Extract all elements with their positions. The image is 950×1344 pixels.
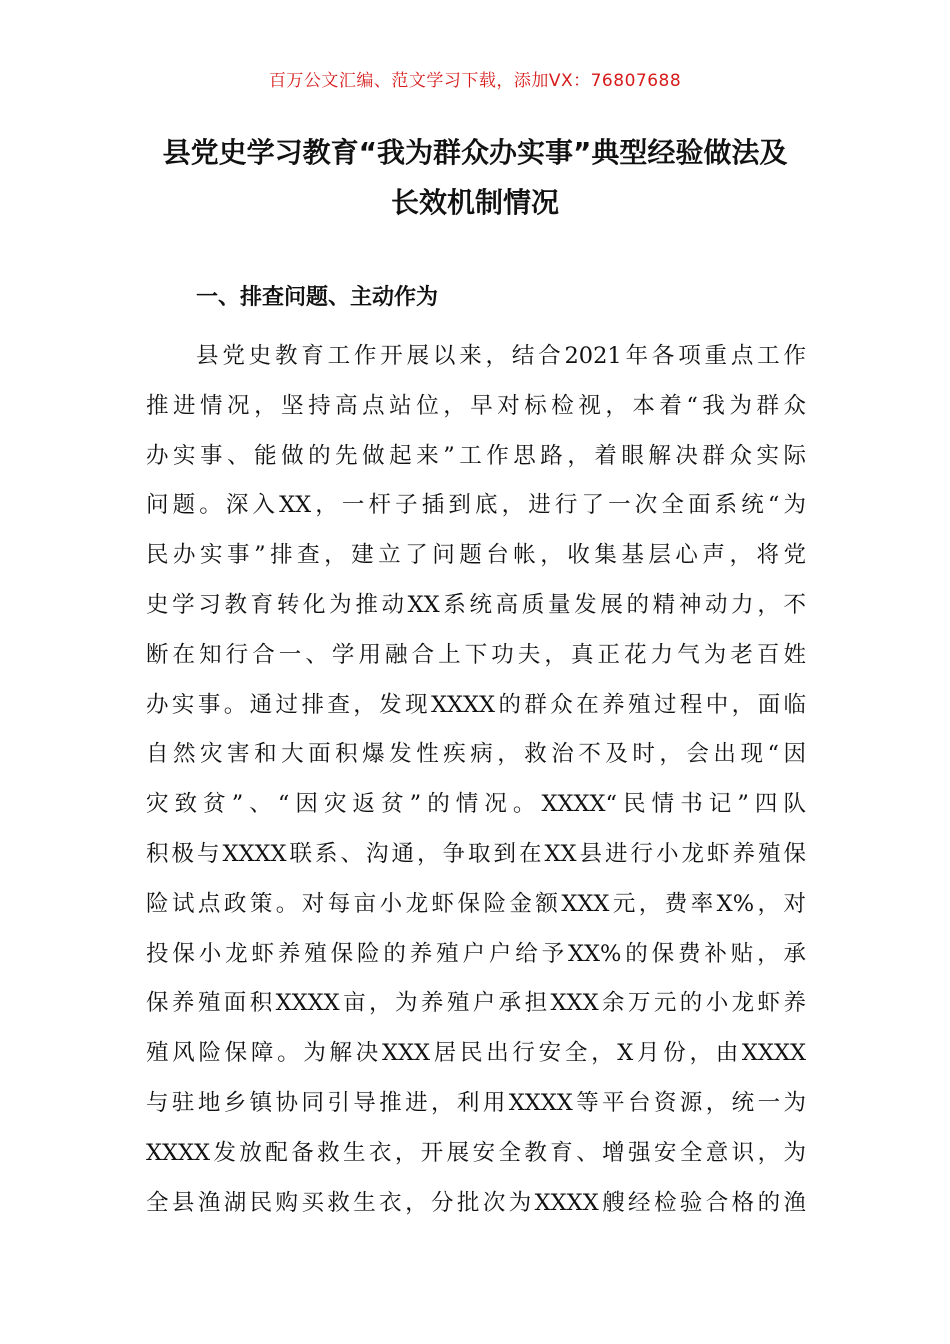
paragraph-line: 推进情况，坚持高点站位，早对标检视，本着“我为群众	[146, 392, 806, 419]
paragraph-line: 险试点政策。对每亩小龙虾保险金额XXX元，费率X%，对	[146, 890, 806, 917]
paragraph-line: 灾致贫”、“因灾返贫”的情况。XXXX“民情书记”四队	[146, 791, 806, 818]
document-title	[60, 128, 890, 228]
paragraph-line: 办实事、能做的先做起来”工作思路，着眼解决群众实际	[146, 442, 806, 469]
paragraph-line: 民办实事”排查，建立了问题台帐，收集基层心声，将党	[146, 542, 806, 569]
watermark-header: 百万公文汇编、范文学习下载，添加VX：76807688	[268, 71, 682, 91]
paragraph-line: 保养殖面积XXXX亩，为养殖户承担XXX余万元的小龙虾养	[146, 990, 806, 1017]
paragraph-line: 办实事。通过排查，发现XXXX的群众在养殖过程中，面临	[146, 691, 806, 718]
paragraph-line: 问题。深入XX，一杆子插到底，进行了一次全面系统“为	[146, 492, 806, 519]
body-paragraph	[146, 332, 806, 1228]
paragraph-line: 殖风险保障。为解决XXX居民出行安全，X月份，由XXXX	[146, 1040, 806, 1067]
paragraph-line: 投保小龙虾养殖保险的养殖户户给予XX%的保费补贴，承	[146, 940, 806, 967]
paragraph-line: 史学习教育转化为推动XX系统高质量发展的精神动力，不	[146, 591, 806, 618]
paragraph-line: 与驻地乡镇协同引导推进，利用XXXX等平台资源，统一为	[146, 1089, 806, 1116]
title-line: 县党史学习教育“我为群众办实事”典型经验做法及	[162, 136, 788, 169]
paragraph-line: 断在知行合一、学用融合上下功夫，真正花力气为老百姓	[146, 641, 806, 668]
title-line: 长效机制情况	[390, 186, 559, 219]
paragraph-line: 全县渔湖民购买救生衣，分批次为XXXX艘经检验合格的渔	[146, 1189, 806, 1216]
paragraph-line: XXXX发放配备救生衣，开展安全教育、增强安全意识，为	[146, 1139, 806, 1166]
paragraph-line: 自然灾害和大面积爆发性疾病，救治不及时，会出现“因	[146, 741, 806, 768]
paragraph-line: 县党史教育工作开展以来，结合2021年各项重点工作	[196, 343, 806, 369]
paragraph-line: 积极与XXXX联系、沟通，争取到在XX县进行小龙虾养殖保	[146, 840, 806, 867]
section-heading: 一、排查问题、主动作为	[196, 285, 439, 310]
